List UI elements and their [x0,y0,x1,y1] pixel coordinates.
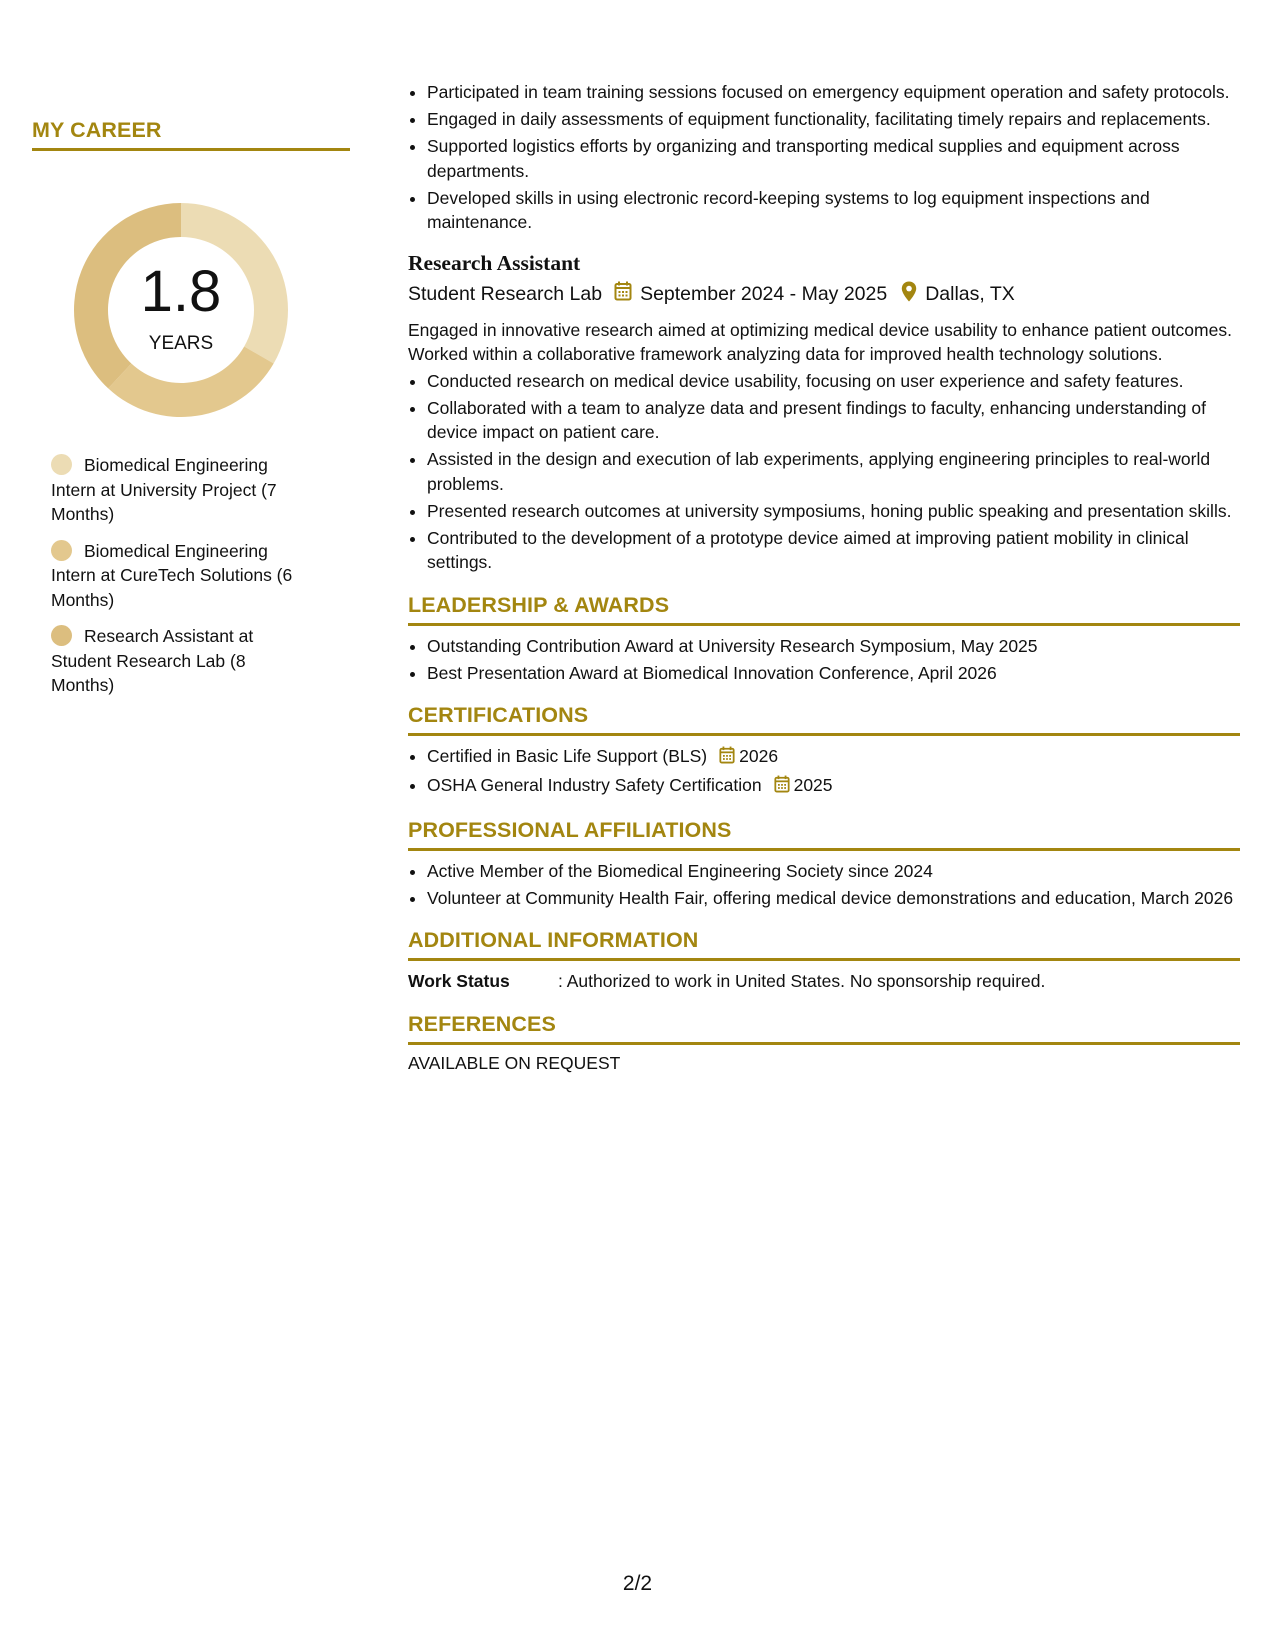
main-content [408,80,1240,1074]
career-total-years: 1.8 [140,259,222,324]
legend-dot-0 [51,454,72,475]
job-company: Student Research Lab [408,282,603,305]
job-title: Research Assistant [408,250,581,275]
references-section [408,1012,1240,1074]
leadership-section [408,593,1240,686]
legend-item [51,539,311,613]
references-text: AVAILABLE ON REQUEST [408,1052,621,1073]
job-location: Dallas, TX [925,282,1015,305]
list-item: • Developed skills in using electronic record-keeping systems to log equipment inspections and maintenance. [427,186,1240,235]
leadership-heading: LEADERSHIP & AWARDS [408,593,1240,626]
legend-label: Biomedical Engineering Intern at CureTech Solutions (6 Months) [51,540,293,610]
previous-job-bullets [408,80,1240,235]
work-status-row [408,969,1240,994]
page-number: 2/2 [622,1572,653,1595]
additional-heading: ADDITIONAL INFORMATION [408,928,1240,961]
job-bullets [408,369,1240,575]
calendar-icon [774,775,790,800]
work-status-value: : Authorized to work in United States. No sponsorship required. [558,971,1046,991]
list-item: • Volunteer at Community Health Fair, offering medical device demonstrations and education, March 2026 [427,886,1240,911]
references-heading: REFERENCES [408,1012,1240,1045]
calendar-icon [719,746,735,771]
cert-year: 2026 [739,746,779,766]
certifications-section [408,703,1240,800]
certifications-heading: CERTIFICATIONS [408,703,1240,736]
list-item [427,773,1240,800]
certifications-list [408,744,1240,800]
leadership-list [408,634,1240,686]
list-item: • Collaborated with a team to analyze data and present findings to faculty, enhancing understanding of device impact on patient care. [427,396,1240,445]
additional-section [408,928,1240,994]
job-description: Engaged in innovative research aimed at optimizing medical device usability to enhance patient outcomes. Worked within a collaborative framework analyzing data for improved health technology solutions. [408,319,1232,364]
list-item: • Outstanding Contribution Award at University Research Symposium, May 2025 [427,634,1240,659]
list-item: • Participated in team training sessions focused on emergency equipment operation and safety protocols. [427,80,1240,105]
list-item: • Assisted in the design and execution of lab experiments, applying engineering principles to real-world problems. [427,447,1240,496]
cert-year: 2025 [793,775,833,795]
list-item: • Active Member of the Biomedical Engineering Society since 2024 [427,859,1240,884]
legend-dot-1 [51,540,72,561]
cert-name: OSHA General Industry Safety Certification [427,775,762,795]
work-status-label: Work Status [408,971,510,991]
list-item: • Contributed to the development of a prototype device aimed at improving patient mobility in clinical settings. [427,526,1240,575]
legend-item [51,624,311,698]
affiliations-list [408,859,1240,911]
career-donut-chart [66,195,296,425]
list-item: • Engaged in daily assessments of equipment functionality, facilitating timely repairs and replacements. [427,107,1240,132]
calendar-icon [614,281,632,307]
legend-label: Research Assistant at Student Research Lab (8 Months) [51,626,254,695]
affiliations-section [408,818,1240,911]
location-pin-icon [901,281,917,308]
job-dates: September 2024 - May 2025 [640,282,888,305]
list-item: • Presented research outcomes at university symposiums, honing public speaking and presentation skills. [427,499,1240,524]
legend-dot-2 [51,625,72,646]
list-item [427,744,1240,771]
career-sidebar [32,118,350,710]
legend-label: Biomedical Engineering Intern at University Project (7 Months) [51,455,277,524]
affiliations-heading: PROFESSIONAL AFFILIATIONS [408,818,1240,851]
list-item: • Conducted research on medical device usability, focusing on user experience and safety features. [427,369,1240,394]
career-years-label: YEARS [148,333,214,354]
job-meta [408,281,1240,308]
list-item: • Supported logistics efforts by organizing and transporting medical supplies and equipment across departments. [427,134,1240,183]
list-item: • Best Presentation Award at Biomedical Innovation Conference, April 2026 [427,661,1240,686]
donut-segment [108,347,273,418]
legend-item [51,453,311,527]
career-heading: MY CAREER [32,118,350,151]
cert-name: Certified in Basic Life Support (BLS) [427,746,708,766]
career-legend [51,453,311,698]
